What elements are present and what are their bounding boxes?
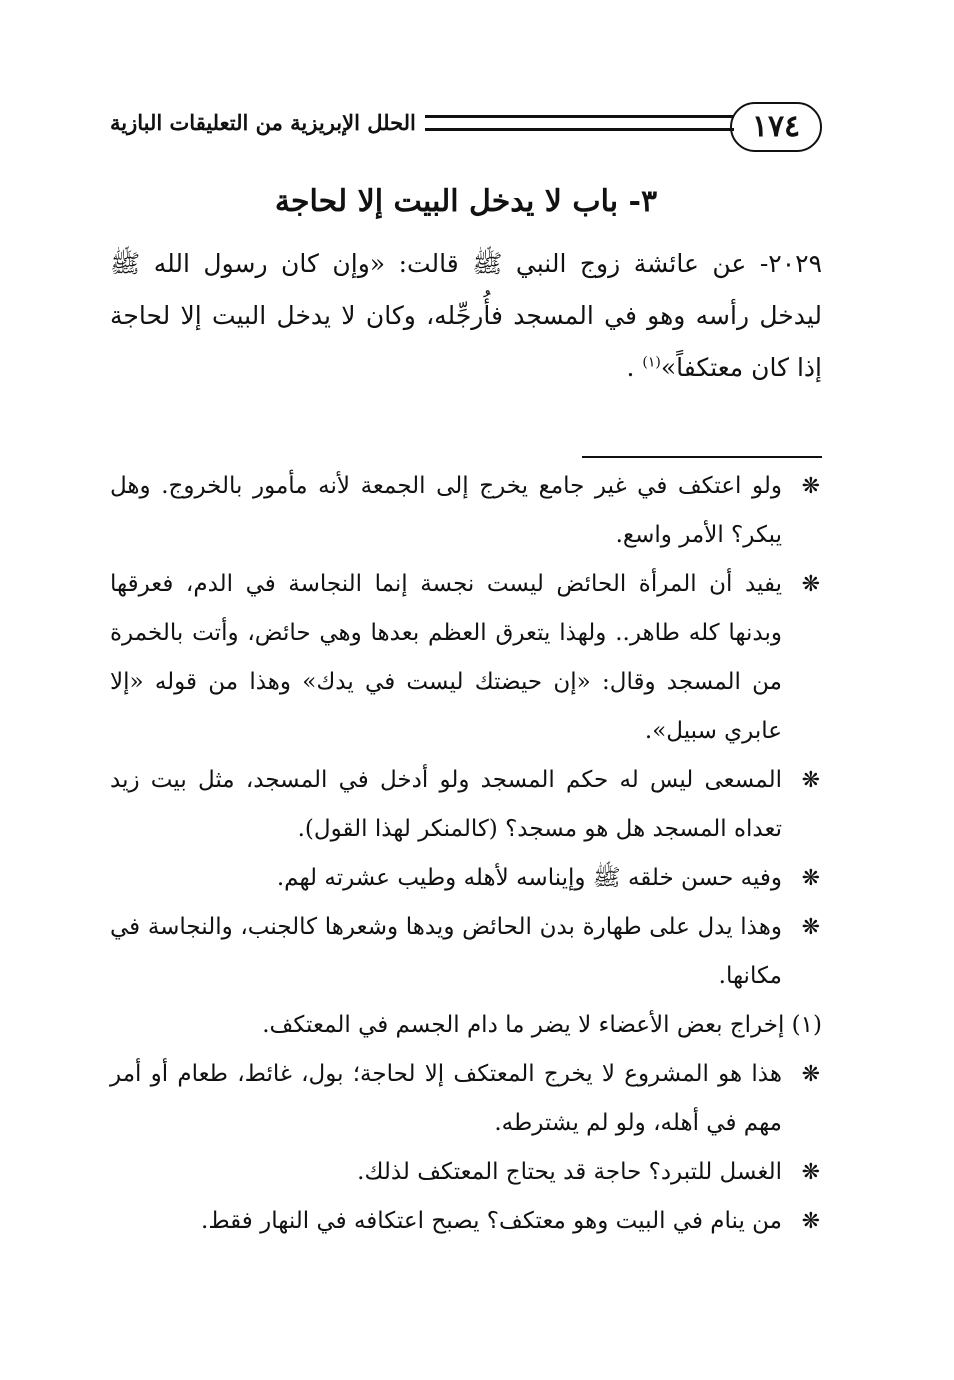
note-item	[110, 560, 822, 756]
note-text: هذا هو المشروع لا يخرج المعتكف إلا لحاجة؛ بول، غائط، طعام أو أمر مهم في أهله، ولو لم يشترطه.	[110, 1061, 782, 1136]
note-text: من ينام في البيت وهو معتكف؟ يصبح اعتكافه في النهار فقط.	[201, 1208, 782, 1234]
note-item	[110, 462, 822, 560]
footnote-1: (١) إخراج بعض الأعضاء لا يضر ما دام الجسم في المعتكف.	[262, 1012, 822, 1038]
note-item	[110, 1148, 822, 1197]
note-item	[110, 903, 822, 1001]
note-item	[110, 756, 822, 854]
hadith-body: ٢٠٢٩- عن عائشة زوج النبي ﷺ قالت: «وإن كان رسول الله ﷺ ليدخل رأسه وهو في المسجد فأُرجِّله، وكان لا يدخل البيت إلا لحاجة إذا كان معتكفاً»	[110, 249, 822, 382]
footnote-reference: (١)	[642, 354, 661, 371]
note-text: ولو اعتكف في غير جامع يخرج إلى الجمعة لأنه مأمور بالخروج. وهل يبكر؟ الأمر واسع.	[110, 473, 782, 548]
bullet-icon: ❋	[801, 474, 820, 499]
section-title: ٣- باب لا يدخل البيت إلا لحاجة	[274, 184, 658, 219]
bullet-icon: ❋	[801, 915, 820, 940]
note-text: وفيه حسن خلقه ﷺ وإيناسه لأهله وطيب عشرته لهم.	[276, 865, 782, 891]
bullet-icon: ❋	[801, 866, 820, 891]
bullet-icon: ❋	[801, 1160, 820, 1185]
note-item	[110, 1050, 822, 1148]
bullet-icon: ❋	[801, 768, 820, 793]
footnotes	[110, 462, 822, 1246]
note-text: الغسل للتبرد؟ حاجة قد يحتاج المعتكف لذلك.	[357, 1159, 782, 1185]
note-text: المسعى ليس له حكم المسجد ولو أدخل في المسجد، مثل بيت زيد تعداه المسجد هل هو مسجد؟ (كالمنكر لهذا القول).	[110, 767, 782, 842]
note-item	[110, 854, 822, 903]
running-header	[110, 100, 822, 156]
book-title: الحلل الإبريزية من التعليقات البازية	[110, 110, 416, 135]
hadith-text	[110, 238, 822, 394]
bullet-icon: ❋	[801, 1062, 820, 1087]
note-text: وهذا يدل على طهارة بدن الحائض ويدها وشعرها كالجنب، والنجاسة في مكانها.	[110, 914, 782, 989]
note-text: يفيد أن المرأة الحائض ليست نجسة إنما النجاسة في الدم، فعرقها وبدنها كله طاهر.. ولهذا يتعرق العظم بعدها وهي حائض، وأتت بالخمرة من المسجد وقال: «إن حيضتك ليست في يدك» وهذا من قوله «إلا عابري سبيل».	[110, 571, 782, 744]
hadith-end: .	[626, 353, 643, 382]
bullet-icon: ❋	[801, 1209, 820, 1234]
bullet-icon: ❋	[801, 572, 820, 597]
header-rule-top	[425, 115, 734, 118]
page-number: ١٧٤	[730, 102, 822, 152]
note-item	[110, 1197, 822, 1246]
footnote-separator	[582, 456, 822, 458]
header-rule-bottom	[425, 128, 734, 131]
